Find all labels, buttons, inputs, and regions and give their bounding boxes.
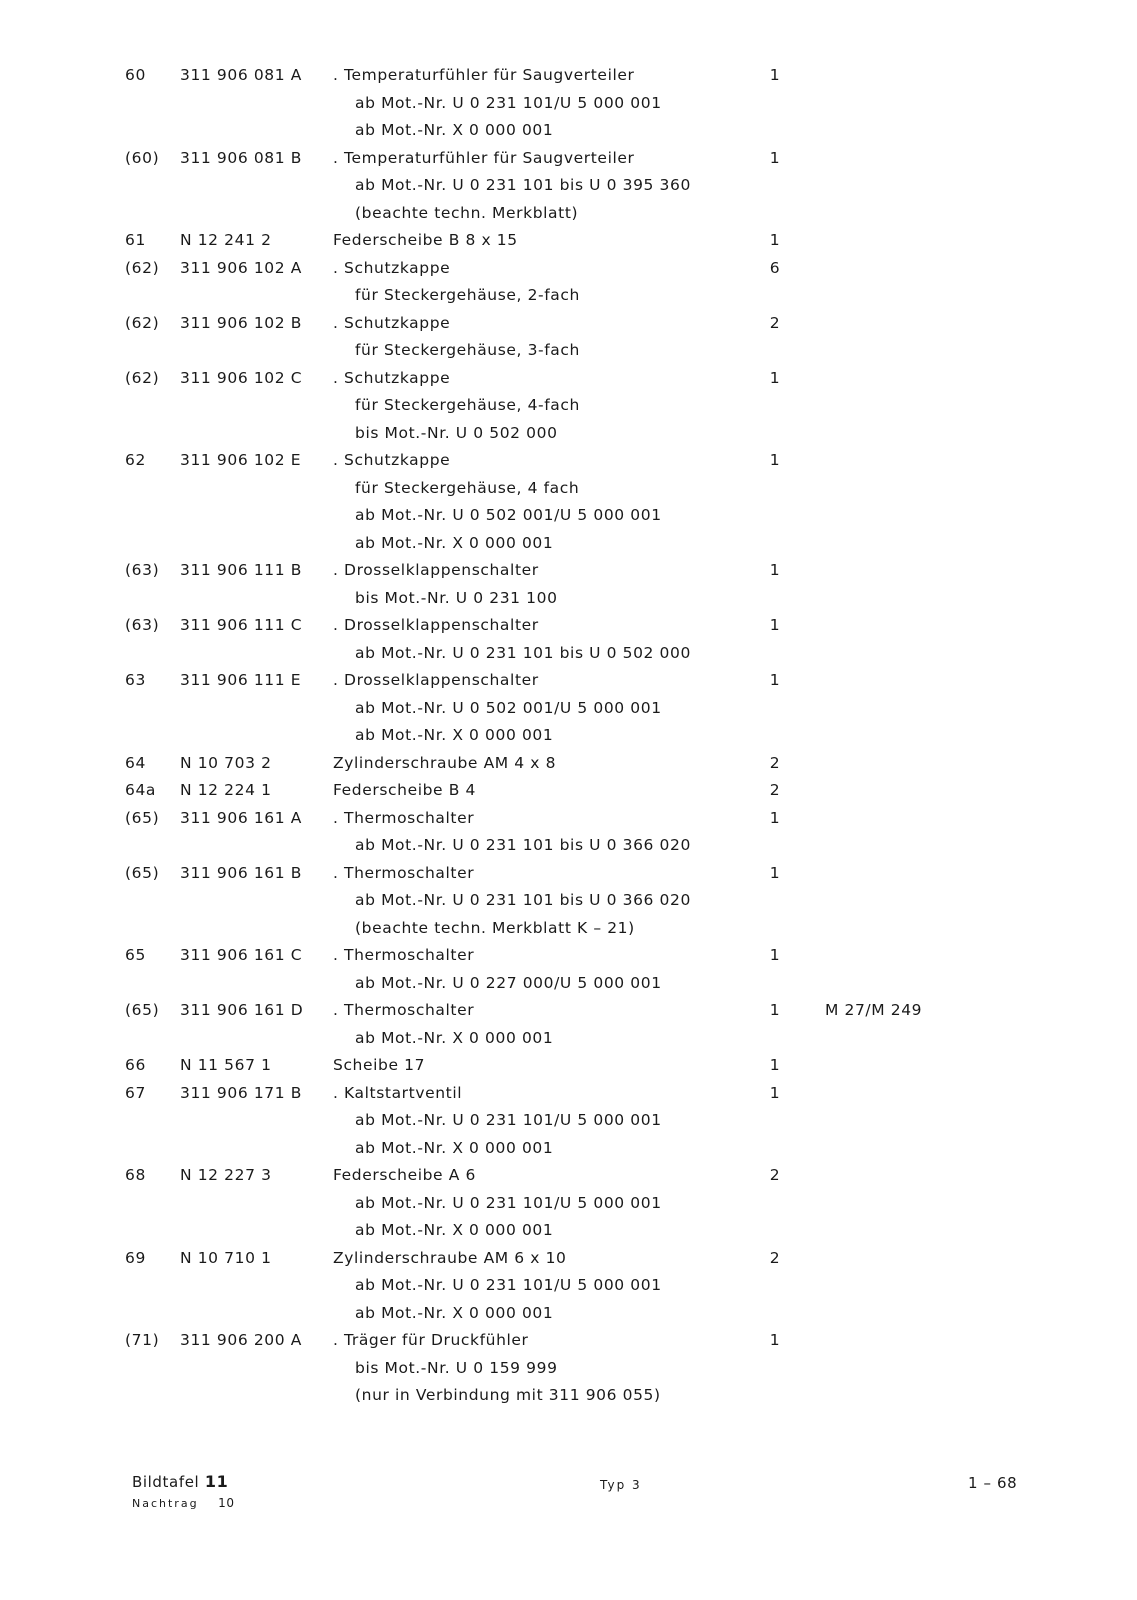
quantity: 1 bbox=[769, 1001, 781, 1019]
quantity: 1 bbox=[769, 231, 781, 249]
part-description: . Kaltstartventil bbox=[333, 1083, 463, 1102]
table-row bbox=[0, 1382, 1137, 1410]
quantity: 1 bbox=[769, 148, 781, 167]
table-row bbox=[0, 475, 1137, 503]
part-description: ab Mot.-Nr. U 0 231 101 bis U 0 366 020 bbox=[355, 891, 691, 909]
position-number: (63) bbox=[125, 561, 160, 579]
table-row bbox=[0, 1107, 1137, 1135]
part-description: ab Mot.-Nr. X 0 000 001 bbox=[355, 1028, 554, 1047]
part-description: . Drosselklappenschalter bbox=[333, 561, 539, 579]
quantity: 1 bbox=[769, 561, 781, 579]
part-number: N 10 710 1 bbox=[180, 1248, 272, 1267]
part-description: ab Mot.-Nr. U 0 231 101/U 5 000 001 bbox=[355, 93, 662, 112]
part-number: 311 906 111 E bbox=[180, 671, 302, 689]
position-number: 63 bbox=[125, 671, 146, 689]
part-number: 311 906 111 C bbox=[180, 616, 303, 634]
part-description: für Steckergehäuse, 4 fach bbox=[355, 478, 580, 497]
part-description: . Thermoschalter bbox=[333, 946, 475, 964]
part-description: ab Mot.-Nr. X 0 000 001 bbox=[355, 726, 554, 744]
position-number: 69 bbox=[125, 1248, 146, 1267]
table-row bbox=[0, 447, 1137, 475]
quantity: 2 bbox=[769, 753, 781, 772]
table-row bbox=[0, 1300, 1137, 1328]
part-number: 311 906 111 B bbox=[180, 561, 302, 579]
part-number: 311 906 161 D bbox=[180, 1001, 304, 1019]
position-number: 61 bbox=[125, 231, 146, 249]
part-description: ab Mot.-Nr. X 0 000 001 bbox=[355, 1303, 554, 1322]
quantity: 2 bbox=[769, 781, 781, 799]
position-number: (65) bbox=[125, 863, 160, 882]
table-row bbox=[0, 310, 1137, 338]
table-row bbox=[0, 667, 1137, 695]
quantity: 2 bbox=[769, 1166, 781, 1184]
table-row bbox=[0, 117, 1137, 145]
table-row bbox=[0, 1080, 1137, 1108]
position-number: (60) bbox=[125, 148, 160, 167]
part-description: . Temperaturfühler für Saugverteiler bbox=[333, 66, 635, 84]
position-number: 60 bbox=[125, 66, 146, 84]
footer-page-number: 1 – 68 bbox=[968, 1474, 1018, 1492]
quantity: 2 bbox=[769, 313, 781, 332]
table-row bbox=[0, 887, 1137, 915]
part-description: Federscheibe A 6 bbox=[333, 1166, 476, 1184]
table-row bbox=[0, 640, 1137, 668]
part-number: N 10 703 2 bbox=[180, 753, 272, 772]
part-description: . Drosselklappenschalter bbox=[333, 616, 539, 634]
position-number: (62) bbox=[125, 258, 160, 277]
part-description: . Thermoschalter bbox=[333, 863, 475, 882]
part-description: Zylinderschraube AM 6 x 10 bbox=[333, 1248, 567, 1267]
part-description: Federscheibe B 8 x 15 bbox=[333, 231, 518, 249]
part-description: für Steckergehäuse, 3-fach bbox=[355, 341, 580, 359]
part-number: 311 906 102 C bbox=[180, 368, 303, 387]
position-number: 65 bbox=[125, 946, 146, 964]
part-number: 311 906 200 A bbox=[180, 1331, 302, 1349]
part-description: ab Mot.-Nr. X 0 000 001 bbox=[355, 1138, 554, 1157]
table-row bbox=[0, 777, 1137, 805]
part-description: ab Mot.-Nr. U 0 227 000/U 5 000 001 bbox=[355, 973, 662, 992]
quantity: 1 bbox=[769, 368, 781, 387]
table-row bbox=[0, 90, 1137, 118]
position-number: 67 bbox=[125, 1083, 146, 1102]
quantity: 2 bbox=[769, 1248, 781, 1267]
part-description: ab Mot.-Nr. U 0 231 101/U 5 000 001 bbox=[355, 1111, 662, 1129]
position-number: (63) bbox=[125, 616, 160, 634]
table-row bbox=[0, 832, 1137, 860]
table-row bbox=[0, 337, 1137, 365]
table-row bbox=[0, 970, 1137, 998]
part-description: (nur in Verbindung mit 311 906 055) bbox=[355, 1386, 661, 1404]
part-description: . Drosselklappenschalter bbox=[333, 671, 539, 689]
part-description: ab Mot.-Nr. X 0 000 001 bbox=[355, 1221, 554, 1239]
position-number: (65) bbox=[125, 808, 160, 827]
remark: M 27/M 249 bbox=[825, 1001, 923, 1019]
quantity: 1 bbox=[769, 1331, 781, 1349]
table-row bbox=[0, 1135, 1137, 1163]
table-row bbox=[0, 1052, 1137, 1080]
quantity: 1 bbox=[769, 1083, 781, 1102]
part-description: . Schutzkappe bbox=[333, 368, 451, 387]
table-row bbox=[0, 1272, 1137, 1300]
quantity: 1 bbox=[769, 1056, 781, 1074]
table-row bbox=[0, 255, 1137, 283]
part-description: ab Mot.-Nr. U 0 231 101/U 5 000 001 bbox=[355, 1193, 662, 1212]
table-row bbox=[0, 502, 1137, 530]
quantity: 1 bbox=[769, 451, 781, 469]
table-row bbox=[0, 392, 1137, 420]
quantity: 1 bbox=[769, 66, 781, 84]
part-description: bis Mot.-Nr. U 0 159 999 bbox=[355, 1358, 558, 1377]
part-description: . Schutzkappe bbox=[333, 258, 451, 277]
table-row bbox=[0, 722, 1137, 750]
part-description: Scheibe 17 bbox=[333, 1056, 426, 1074]
part-number: 311 906 102 E bbox=[180, 451, 302, 469]
part-description: ab Mot.-Nr. U 0 502 001/U 5 000 001 bbox=[355, 506, 662, 524]
position-number: 64 bbox=[125, 753, 146, 772]
table-row bbox=[0, 997, 1137, 1025]
part-description: ab Mot.-Nr. X 0 000 001 bbox=[355, 533, 554, 552]
part-description: bis Mot.-Nr. U 0 231 100 bbox=[355, 588, 558, 607]
quantity: 1 bbox=[769, 616, 781, 634]
part-description: (beachte techn. Merkblatt) bbox=[355, 203, 579, 222]
table-row bbox=[0, 1025, 1137, 1053]
position-number: (62) bbox=[125, 313, 160, 332]
position-number: 68 bbox=[125, 1166, 146, 1184]
part-description: ab Mot.-Nr. U 0 231 101 bis U 0 502 000 bbox=[355, 643, 691, 662]
part-description: bis Mot.-Nr. U 0 502 000 bbox=[355, 423, 558, 442]
part-description: . Träger für Druckfühler bbox=[333, 1331, 529, 1349]
part-number: N 11 567 1 bbox=[180, 1056, 272, 1074]
supplement-label: Nachtrag bbox=[132, 1497, 199, 1510]
part-description: . Schutzkappe bbox=[333, 313, 451, 332]
table-row bbox=[0, 585, 1137, 613]
part-number: 311 906 102 A bbox=[180, 258, 302, 277]
parts-list bbox=[0, 62, 1137, 1410]
part-number: 311 906 102 B bbox=[180, 313, 302, 332]
part-description: . Thermoschalter bbox=[333, 1001, 475, 1019]
part-number: N 12 224 1 bbox=[180, 781, 272, 799]
position-number: 66 bbox=[125, 1056, 146, 1074]
position-number: (62) bbox=[125, 368, 160, 387]
table-row bbox=[0, 62, 1137, 90]
table-row bbox=[0, 557, 1137, 585]
part-description: ab Mot.-Nr. U 0 231 101/U 5 000 001 bbox=[355, 1276, 662, 1294]
part-description: (beachte techn. Merkblatt K – 21) bbox=[355, 918, 635, 937]
table-row bbox=[0, 530, 1137, 558]
part-number: 311 906 161 A bbox=[180, 808, 302, 827]
quantity: 1 bbox=[769, 946, 781, 964]
table-row bbox=[0, 1245, 1137, 1273]
part-number: 311 906 081 B bbox=[180, 148, 302, 167]
part-number: 311 906 171 B bbox=[180, 1083, 302, 1102]
position-number: (71) bbox=[125, 1331, 160, 1349]
part-description: . Schutzkappe bbox=[333, 451, 451, 469]
part-number: 311 906 161 B bbox=[180, 863, 302, 882]
quantity: 1 bbox=[769, 808, 781, 827]
part-number: 311 906 081 A bbox=[180, 66, 302, 84]
part-description: ab Mot.-Nr. X 0 000 001 bbox=[355, 121, 554, 139]
table-row bbox=[0, 145, 1137, 173]
part-number: N 12 241 2 bbox=[180, 231, 272, 249]
part-description: ab Mot.-Nr. U 0 502 001/U 5 000 001 bbox=[355, 698, 662, 717]
table-row bbox=[0, 1162, 1137, 1190]
part-number: N 12 227 3 bbox=[180, 1166, 272, 1184]
plate-number: 11 bbox=[204, 1472, 229, 1491]
part-number: 311 906 161 C bbox=[180, 946, 303, 964]
supplement-number: 10 bbox=[218, 1496, 235, 1510]
table-row bbox=[0, 1355, 1137, 1383]
position-number: 64a bbox=[125, 781, 157, 799]
table-row bbox=[0, 420, 1137, 448]
part-description: . Thermoschalter bbox=[333, 808, 475, 827]
part-description: ab Mot.-Nr. U 0 231 101 bis U 0 395 360 bbox=[355, 176, 691, 194]
table-row bbox=[0, 1217, 1137, 1245]
table-row bbox=[0, 227, 1137, 255]
position-number: 62 bbox=[125, 451, 146, 469]
footer-plate-info bbox=[132, 1472, 235, 1514]
table-row bbox=[0, 282, 1137, 310]
part-description: ab Mot.-Nr. U 0 231 101 bis U 0 366 020 bbox=[355, 836, 691, 854]
part-description: für Steckergehäuse, 4-fach bbox=[355, 396, 580, 414]
part-description: Zylinderschraube AM 4 x 8 bbox=[333, 753, 557, 772]
part-description: für Steckergehäuse, 2-fach bbox=[355, 286, 580, 304]
position-number: (65) bbox=[125, 1001, 160, 1019]
table-row bbox=[0, 915, 1137, 943]
table-row bbox=[0, 612, 1137, 640]
table-row bbox=[0, 365, 1137, 393]
quantity: 1 bbox=[769, 671, 781, 689]
quantity: 1 bbox=[769, 863, 781, 882]
plate-label: Bildtafel bbox=[132, 1473, 200, 1491]
quantity: 6 bbox=[769, 258, 781, 277]
part-description: Federscheibe B 4 bbox=[333, 781, 476, 799]
table-row bbox=[0, 1327, 1137, 1355]
table-row bbox=[0, 200, 1137, 228]
table-row bbox=[0, 750, 1137, 778]
table-row bbox=[0, 695, 1137, 723]
footer-type: Typ 3 bbox=[600, 1478, 642, 1492]
table-row bbox=[0, 172, 1137, 200]
part-description: . Temperaturfühler für Saugverteiler bbox=[333, 148, 635, 167]
table-row bbox=[0, 942, 1137, 970]
table-row bbox=[0, 1190, 1137, 1218]
table-row bbox=[0, 860, 1137, 888]
table-row bbox=[0, 805, 1137, 833]
